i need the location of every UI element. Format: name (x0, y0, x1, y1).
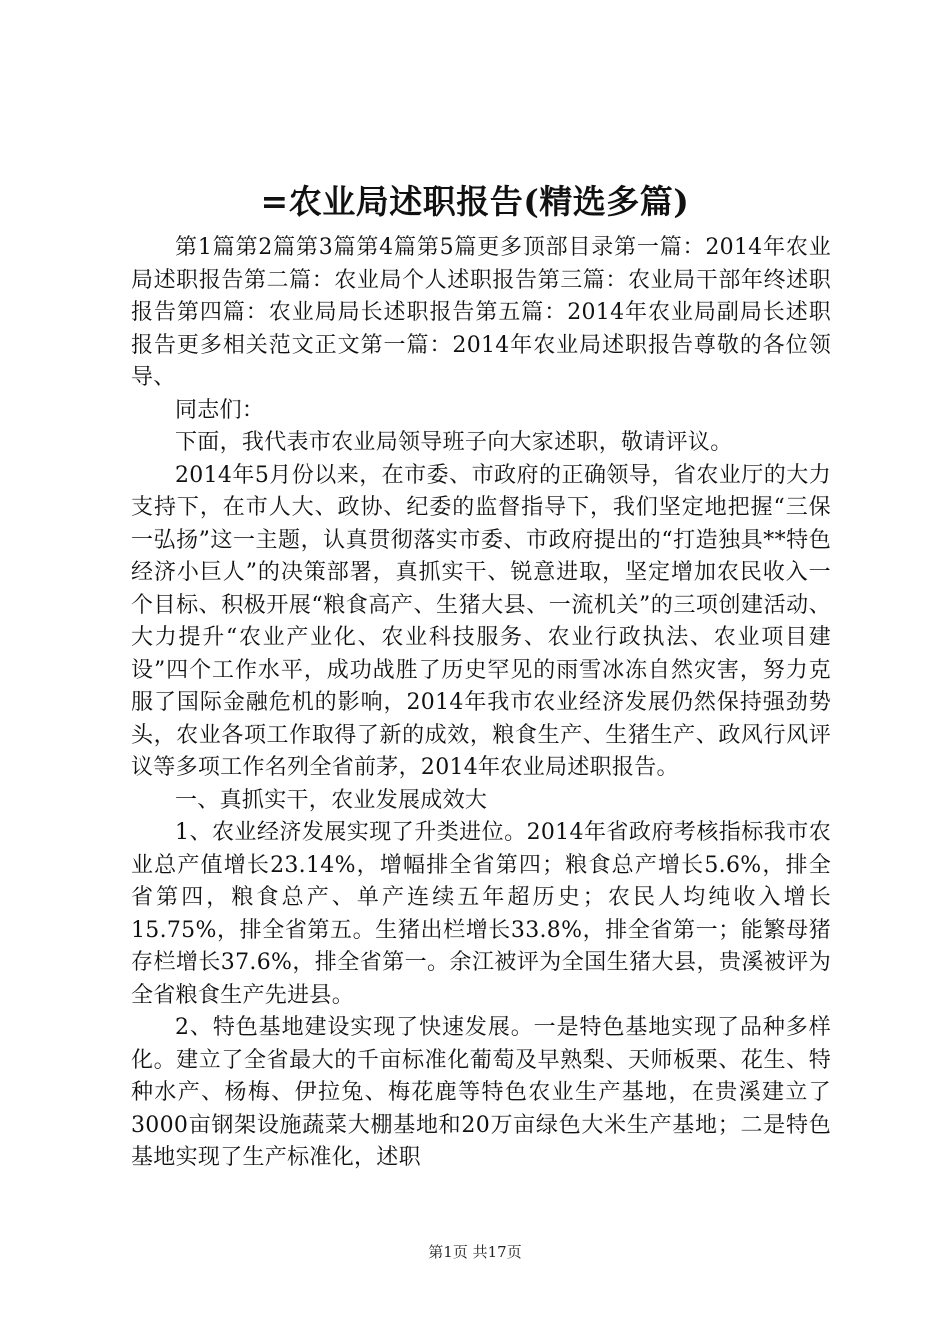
paragraph-item-1: 1、农业经济发展实现了升类进位。2014年省政府考核指标我市农业总产值增长23.14%，增幅排全省第四；粮食总产增长5.6%，排全省第四，粮食总产、单产连续五年超历史；农民人均纯收入增长15.75%，排全省第五。生猪出栏增长33.8%，排全省第一；能繁母猪存栏增长37.6%，排全省第一。余江被评为全国生猪大县，贵溪被评为全省粮食生产先进县。 (131, 820, 831, 1008)
paragraph-table-of-contents: 第1篇第2篇第3篇第4篇第5篇更多顶部目录第一篇：2014年农业局述职报告第二篇：农业局个人述职报告第三篇：农业局干部年终述职报告第四篇：农业局局长述职报告第五篇：2014年农业局副局长述职报告更多相关范文正文第一篇：2014年农业局述职报告尊敬的各位领导、 (131, 235, 831, 390)
document-title: =农业局述职报告(精选多篇) (260, 182, 690, 221)
paragraph-intro: 下面，我代表市农业局领导班子向大家述职，敬请评议。 (175, 430, 733, 455)
paragraph-overview: 2014年5月份以来，在市委、市政府的正确领导，省农业厅的大力支持下，在市人大、政协、纪委的监督指导下，我们坚定地把握“三保一弘扬”这一主题，认真贯彻落实市委、市政府提出的“打造独具**特色经济小巨人”的决策部署，真抓实干、锐意进取，坚定增加农民收入一个目标、积极开展“粮食高产、生猪大县、一流机关”的三项创建活动、大力提升“农业产业化、农业科技服务、农业行政执法、农业项目建设”四个工作水平，成功战胜了历史罕见的雨雪冰冻自然灾害，努力克服了国际金融危机的影响，2014年我市农业经济发展仍然保持强劲势头，农业各项工作取得了新的成效，粮食生产、生猪生产、政风行风评议等多项工作名列全省前茅，2014年农业局述职报告。 (131, 462, 831, 780)
document-body (131, 232, 831, 1175)
page-number-footer: 第1页 共17页 (428, 1243, 522, 1261)
paragraph-salutation: 同志们： (175, 397, 265, 423)
paragraph-item-2: 2、特色基地建设实现了快速发展。一是特色基地实现了品种多样化。建立了全省最大的千亩标准化葡萄及早熟梨、天师板栗、花生、特种水产、杨梅、伊拉兔、梅花鹿等特色农业生产基地，在贵溪建立了3000亩钢架设施蔬菜大棚基地和20万亩绿色大米生产基地；二是特色基地实现了生产标准化，述职 (131, 1015, 831, 1170)
section-heading: 一、真抓实干，农业发展成效大 (175, 787, 488, 813)
